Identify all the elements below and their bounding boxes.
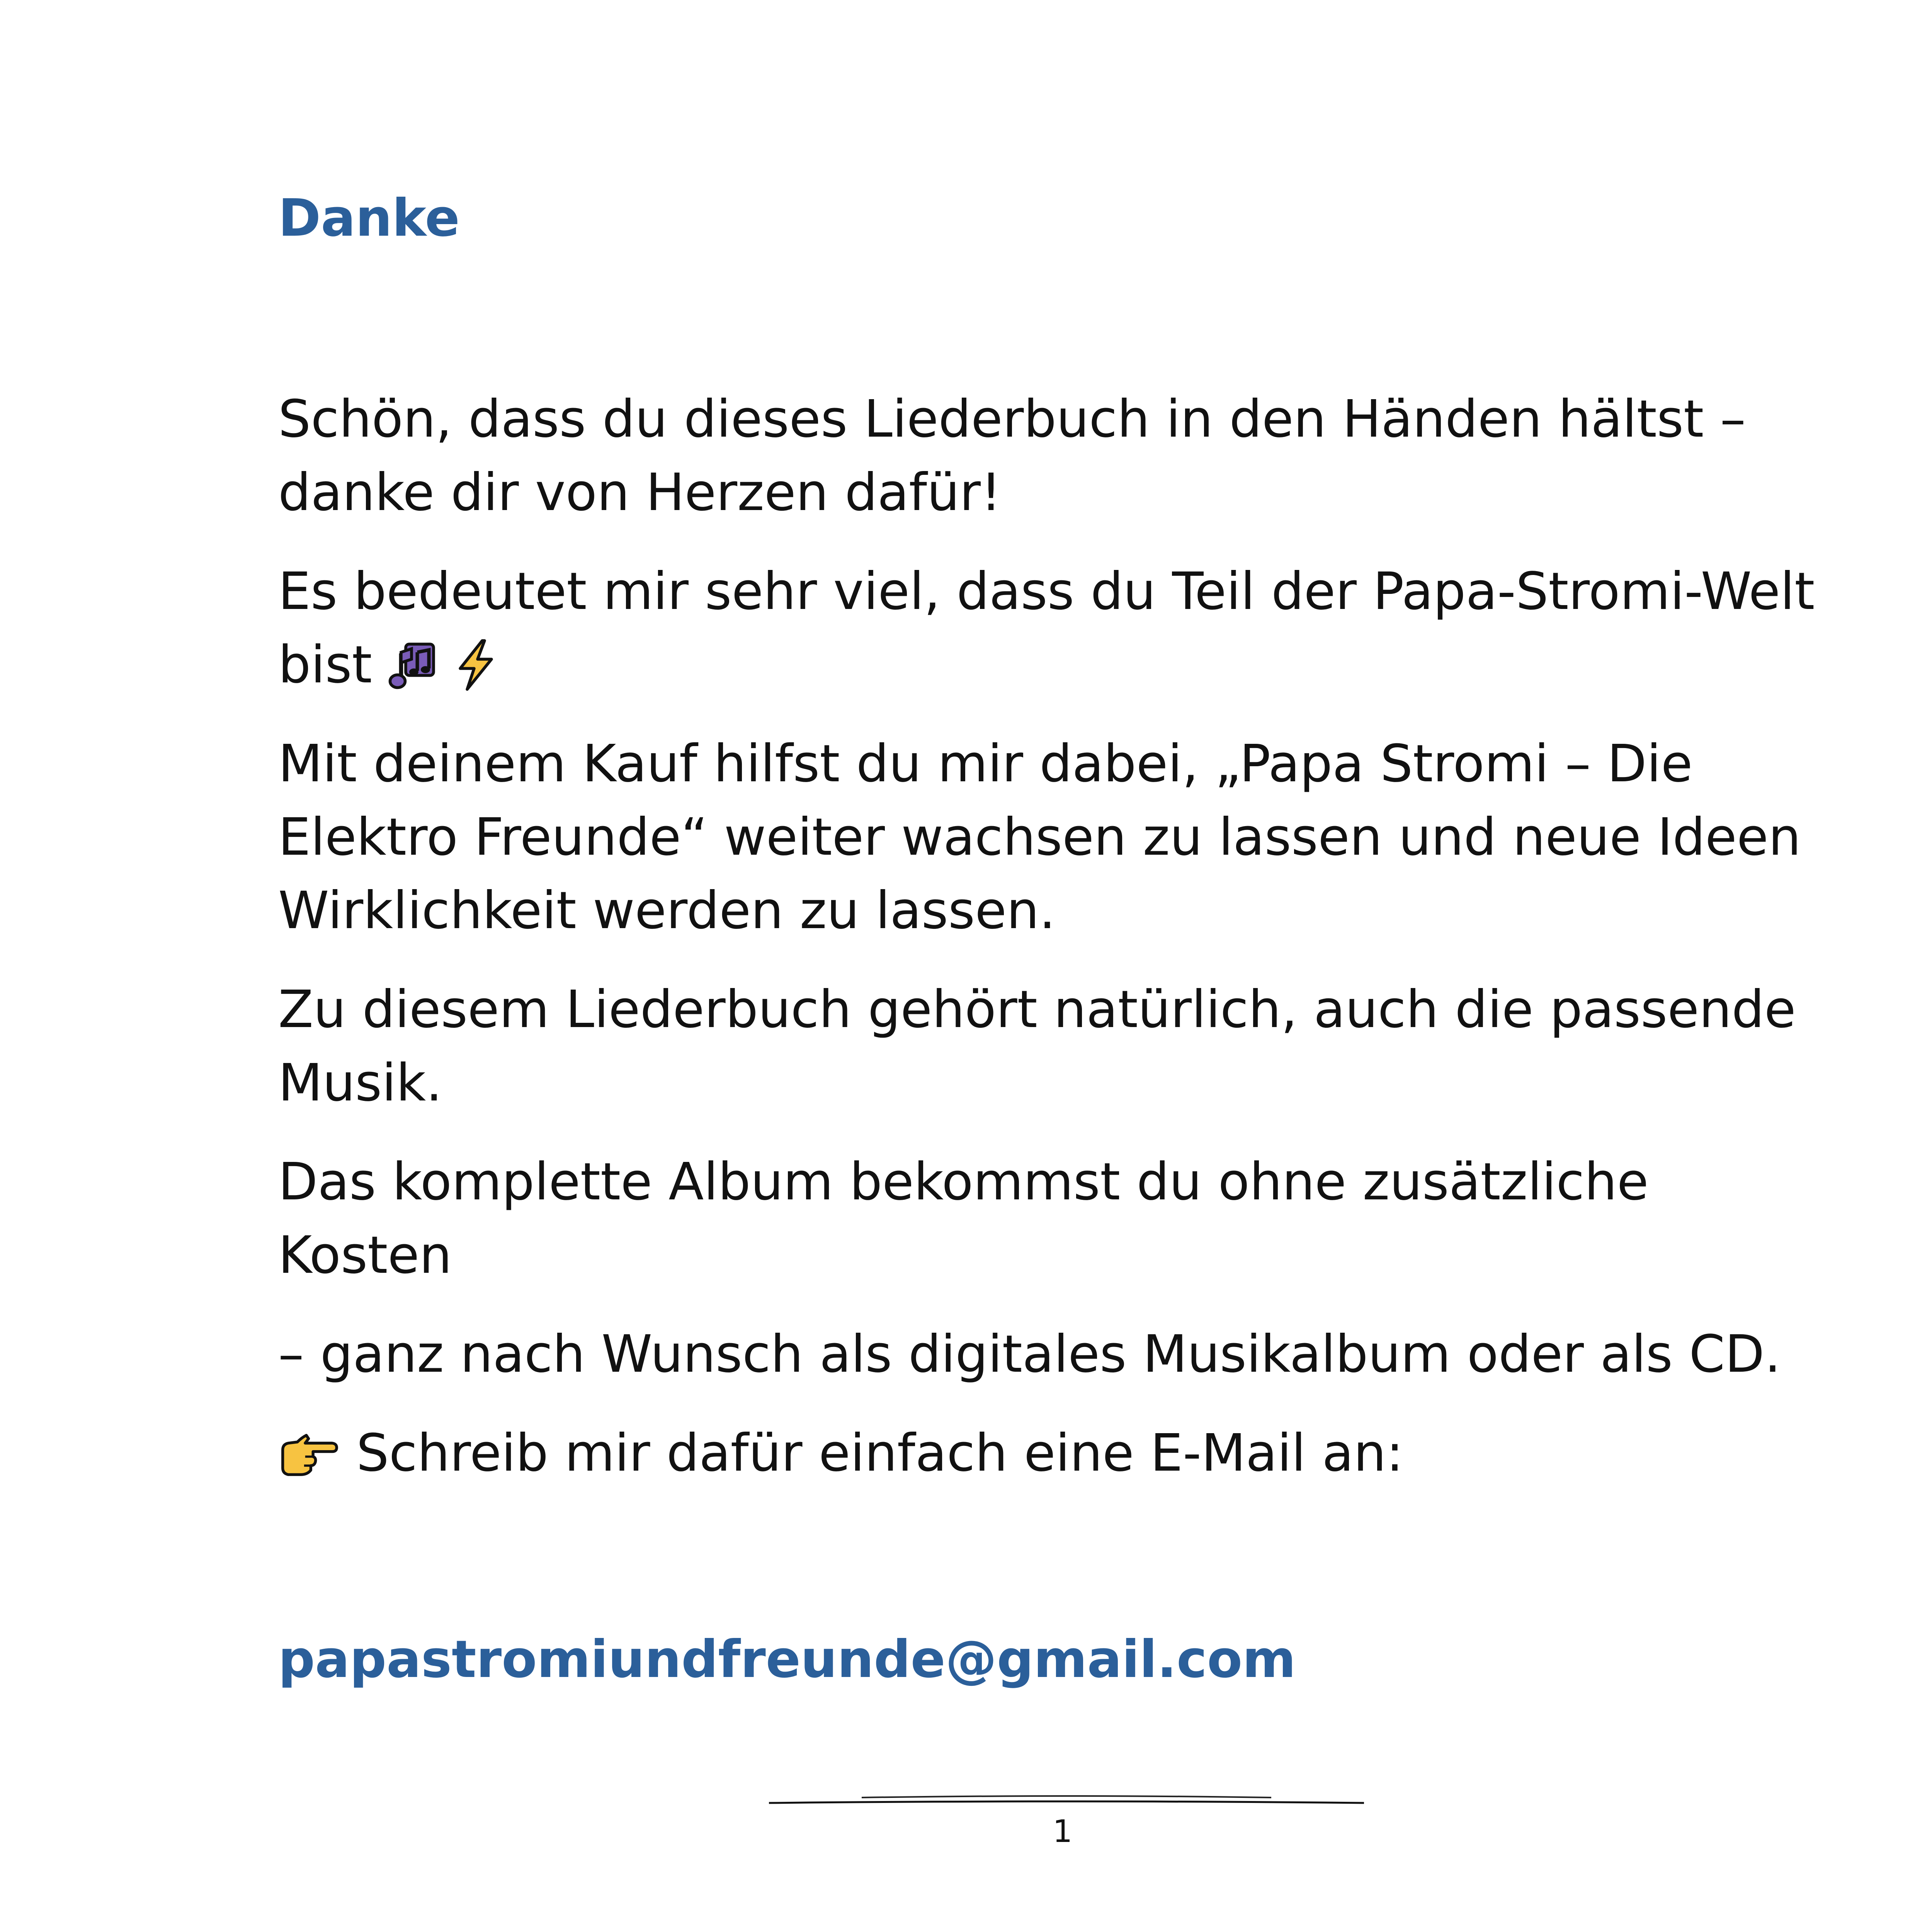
footer-divider xyxy=(769,1793,1364,1808)
paragraph-purchase xyxy=(278,727,1901,947)
paragraph-music xyxy=(278,973,1901,1120)
paragraph-thanks xyxy=(278,383,1901,529)
text-line: Kosten xyxy=(278,1226,452,1285)
text-fragment: bist xyxy=(278,635,372,695)
text-line: Wirklichkeit werden zu lassen. xyxy=(278,881,1056,940)
paragraph-meaning xyxy=(278,555,1901,702)
email-link[interactable]: papastromiundfreunde@gmail.com xyxy=(278,1630,1296,1689)
page-title: Danke xyxy=(278,189,460,248)
lightning-bolt-icon xyxy=(446,636,504,694)
text-line: danke dir von Herzen dafür! xyxy=(278,463,1002,522)
paragraph-album xyxy=(278,1145,1901,1292)
text-line-with-emoji xyxy=(278,628,1901,702)
pointing-hand-icon xyxy=(278,1424,340,1482)
text-line-with-emoji xyxy=(278,1417,1901,1490)
page-number: 1 xyxy=(1053,1813,1073,1849)
paragraph-email-prompt xyxy=(278,1417,1901,1490)
paragraph-format xyxy=(278,1318,1901,1391)
text-line: Mit deinem Kauf hilfst du mir dabei, „Papa Stromi – Die xyxy=(278,734,1693,794)
text-line: Zu diesem Liederbuch gehört natürlich, auch die passende xyxy=(278,980,1796,1039)
text-line: Es bedeutet mir sehr viel, dass du Teil der Papa-Stromi-Welt xyxy=(278,562,1815,621)
text-line: Das komplette Album bekommst du ohne zusätzliche xyxy=(278,1152,1649,1212)
musical-notes-icon xyxy=(388,636,446,694)
text-line: Schön, dass du dieses Liederbuch in den Händen hältst – xyxy=(278,389,1746,449)
text-line: Musik. xyxy=(278,1053,442,1113)
text-fragment: Schreib mir dafür einfach eine E-Mail an: xyxy=(356,1423,1404,1483)
body-text xyxy=(278,383,1901,1515)
text-line: Elektro Freunde“ weiter wachsen zu lassen und neue Ideen xyxy=(278,808,1801,867)
text-line: – ganz nach Wunsch als digitales Musikalbum oder als CD. xyxy=(278,1325,1781,1384)
